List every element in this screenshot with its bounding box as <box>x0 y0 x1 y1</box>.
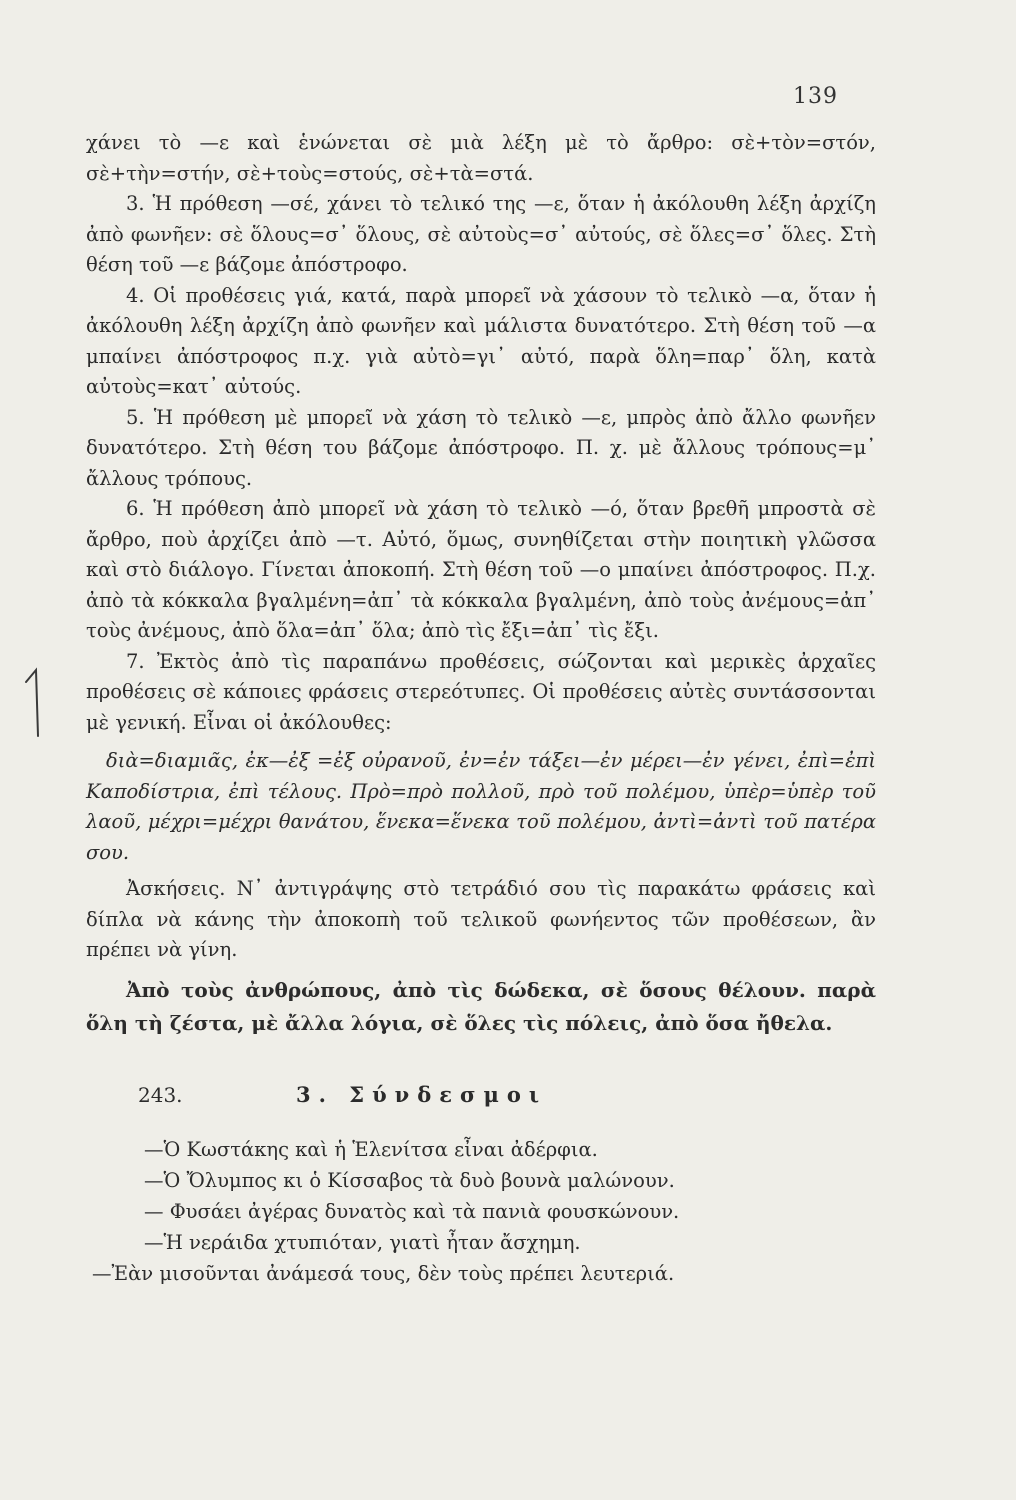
example-sentences <box>86 1134 876 1289</box>
example-sentence: —Ἐὰν μισοῦνται ἀνάμεσά τους, δὲν τοὺς πρέπει λευτεριά. <box>92 1262 675 1285</box>
handwritten-margin-mark <box>22 660 52 740</box>
example-sentence: —Ἡ νεράιδα χτυπιόταν, γιατὶ ἦταν ἄσχημη. <box>144 1231 581 1254</box>
example-sentence: —Ὁ Κωστάκης καὶ ἡ Ἑλενίτσα εἶναι ἀδέρφια. <box>144 1138 598 1161</box>
paragraph-rule-6: 6. Ἡ πρόθεση ἀπὸ μπορεῖ νὰ χάση τὸ τελικὸ —ό, ὅταν βρεθῆ μπροστὰ σὲ ἄρθρο, ποὺ ἀρχίζει ἀπὸ —τ. Αὐτό, ὅμως, συνηθίζεται στὴν ποιητικὴ γλῶσσα καὶ στὸ διάλογο. Γίνεται ἀποκοπή. Στὴ θέση τοῦ —ο μπαίνει ἀπόστροφος. Π.χ. ἀπὸ τὰ κόκκαλα βγαλμένη=ἀπ᾽ τὰ κόκκαλα βγαλμένη, ἀπὸ τοὺς ἀνέμους=ἀπ᾽ τοὺς ἀνέμους, ἀπὸ ὅλα=ἀπ᾽ ὅλα; ἀπὸ τὶς ἔξι=ἀπ᾽ τὶς ἔξι. <box>86 497 876 642</box>
page-body <box>86 128 876 1289</box>
exercise-instructions: Ἀσκήσεις. Ν᾽ ἀντιγράψης στὸ τετράδιό σου τὶς παρακάτω φράσεις καὶ δίπλα νὰ κάνης τὴν ἀποκοπὴ τοῦ τελικοῦ φωνήεντος τῶν προθέσεων, ἂν πρέπει νὰ γίνη. <box>86 877 876 961</box>
ancient-prepositions-text: διὰ=διαμιᾶς, ἐκ—ἐξ =ἐξ οὐρανοῦ, ἐν=ἐν τάξει—ἐν μέρει—ἐν γένει, ἐπὶ=ἐπὶ Καποδίστρια, ἐπὶ τέλους. Πρὸ=πρὸ πολλοῦ, πρὸ τοῦ πολέμου, ὑπὲρ=ὑπὲρ τοῦ λαοῦ, μέχρι=μέχρι θανάτου, ἕνεκα=ἕνεκα τοῦ πολέμου, ἀντὶ=ἀντὶ τοῦ πατέρα σου. <box>86 749 876 864</box>
paragraph-rule-4: 4. Οἱ προθέσεις γιά, κατά, παρὰ μπορεῖ νὰ χάσουν τὸ τελικὸ —α, ὅταν ἡ ἀκόλουθη λέξη ἀρχίζη ἀπὸ φωνῆεν καὶ μάλιστα δυνατότερο. Στὴ θέση τοῦ —α μπαίνει ἀπόστροφος π.χ. γιὰ αὐτὸ=γι᾽ αὐτό, παρὰ ὅλη=παρ᾽ ὅλη, κατὰ αὐτοὺς=κατ᾽ αὐτούς. <box>86 283 876 398</box>
paragraph-rule-3: 3. Ἡ πρόθεση —σέ, χάνει τὸ τελικό της —ε, ὅταν ἡ ἀκόλουθη λέξη ἀρχίζη ἀπὸ φωνῆεν: σὲ ὅλους=σ᾽ ὅλους, σὲ αὐτοὺς=σ᾽ αὐτούς, σὲ ὅλες=σ᾽ ὅλες. Στὴ θέση τοῦ —ε βάζομε ἀπόστροφο. <box>86 192 876 276</box>
paragraph-rule-5: 5. Ἡ πρόθεση μὲ μπορεῖ νὰ χάση τὸ τελικὸ —ε, μπρὸς ἀπὸ ἄλλο φωνῆεν δυνατότερο. Στὴ θέση του βάζομε ἀπόστροφο. Π. χ. μὲ ἄλλους τρόπους=μ᾽ ἄλλους τρόπους. <box>86 405 876 490</box>
ancient-prepositions-examples <box>86 746 876 868</box>
exercise-phrases: Ἀπὸ τοὺς ἀνθρώπους, ἀπὸ τὶς δώδεκα, σὲ ὅσους θέλουν. παρὰ ὅλη τὴ ζέστα, μὲ ἄλλα λόγια, σὲ ὅλες τὶς πόλεις, ἀπὸ ὅσα ἤθελα. <box>86 977 876 1035</box>
paragraph-continuation: χάνει τὸ —ε καὶ ἑνώνεται σὲ μιὰ λέξη μὲ τὸ ἄρθρο: σὲ+τὸν=στόν, σὲ+τὴν=στήν, σὲ+τοὺς=στούς, σὲ+τὰ=στά. <box>86 131 876 185</box>
example-sentence: — Φυσάει ἀγέρας δυνατὸς καὶ τὰ πανιὰ φουσκώνουν. <box>144 1200 680 1223</box>
section-title: 3. Σύνδεσμοι <box>296 1081 548 1107</box>
page-number: 139 <box>793 84 838 109</box>
paragraph-rule-7: 7. Ἐκτὸς ἀπὸ τὶς παραπάνω προθέσεις, σώζονται καὶ μερικὲς ἀρχαῖες προθέσεις σὲ κάποιες φράσεις στερεότυπες. Οἱ προθέσεις αὐτὲς συντάσσονται μὲ γενική. Εἶναι οἱ ἀκόλουθες: <box>86 649 876 734</box>
section-heading <box>86 1080 876 1111</box>
section-number: 243. <box>138 1082 183 1107</box>
example-sentence: —Ὁ Ὄλυμπος κι ὁ Κίσσαβος τὰ δυὸ βουνὰ μαλώνουν. <box>144 1169 675 1192</box>
